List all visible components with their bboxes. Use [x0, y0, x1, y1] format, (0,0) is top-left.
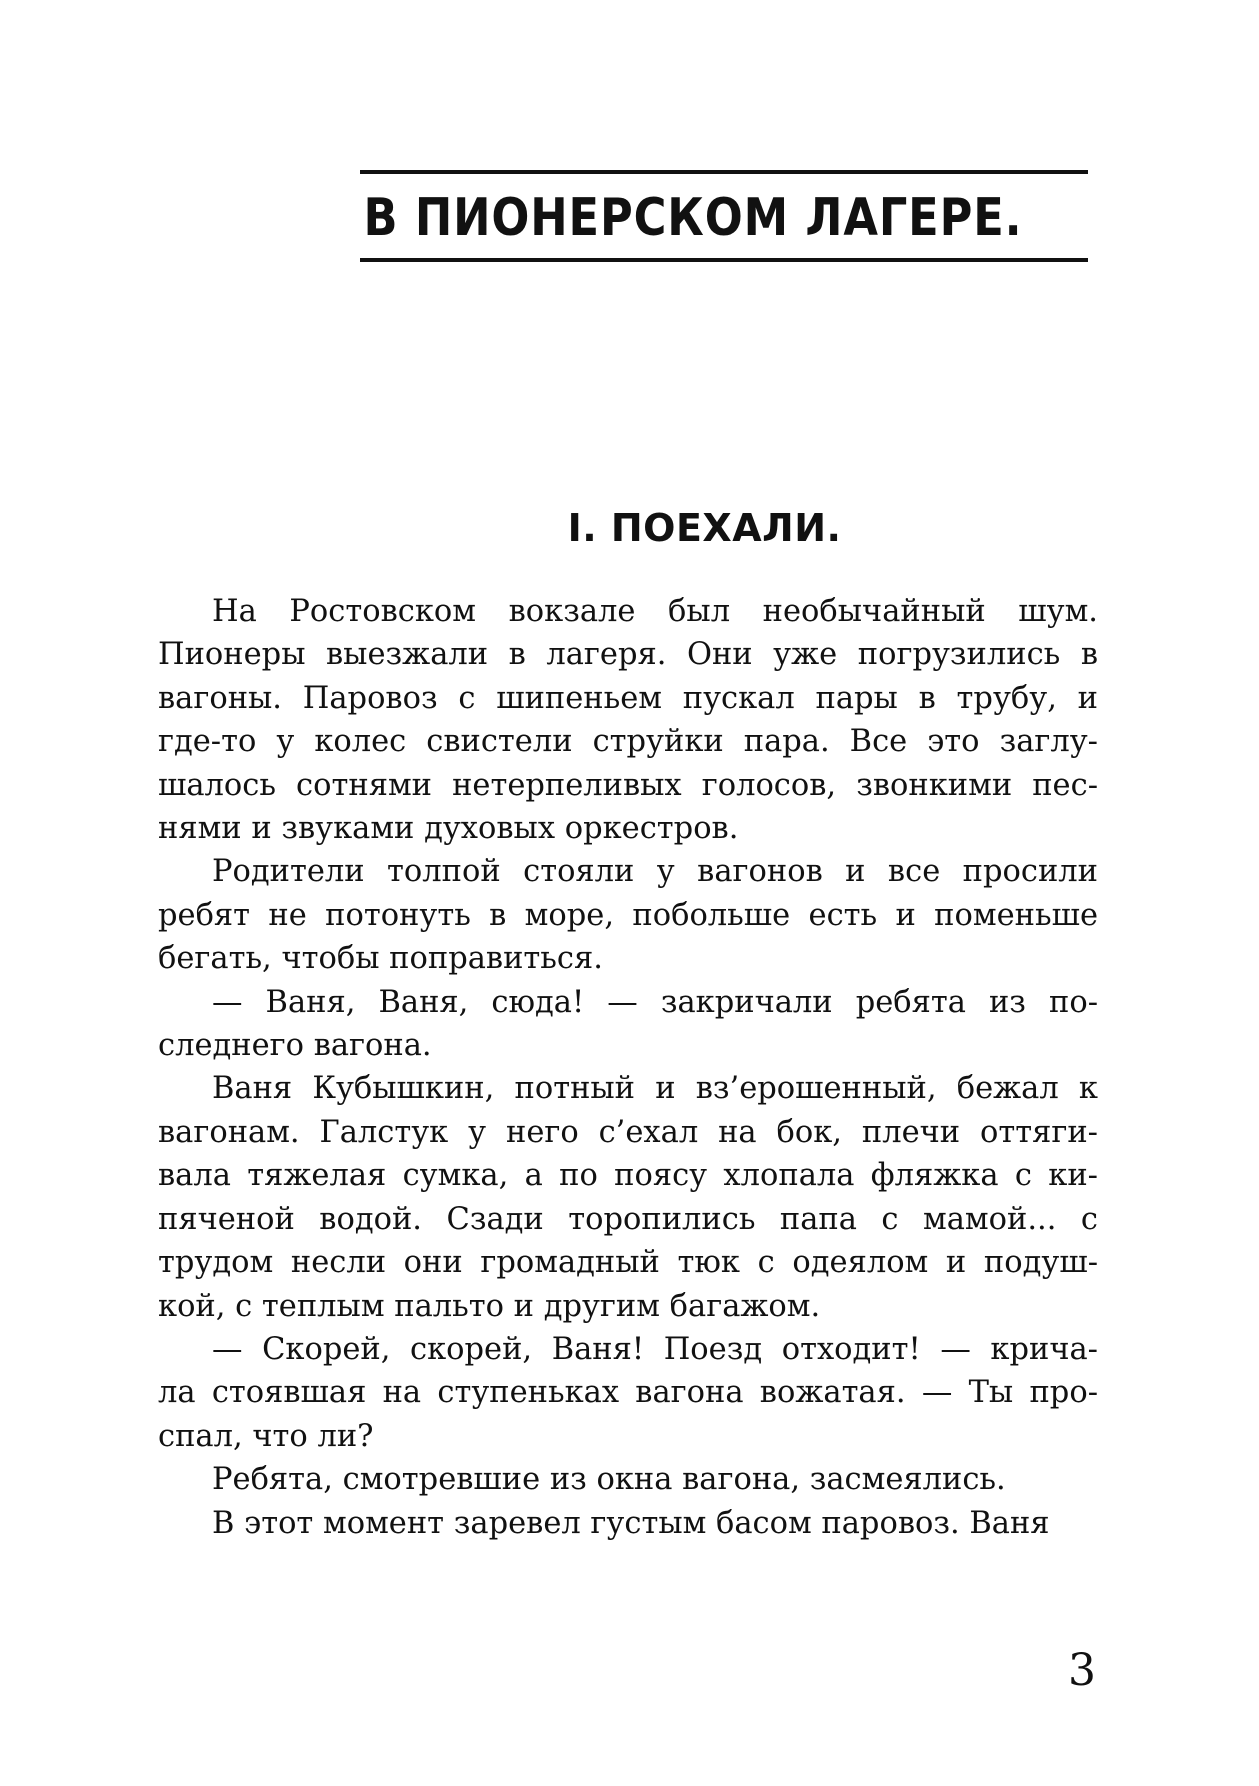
text-line: Родители толпой стояли у вагонов и все просили	[212, 854, 1098, 890]
paragraph	[158, 1458, 1098, 1501]
paragraph	[158, 1328, 1098, 1458]
chapter-heading: I. ПОЕХАЛИ.	[567, 506, 842, 550]
text-line: где-то у колес свистели струйки пара. Все это заглу-	[158, 724, 1098, 760]
paragraph	[158, 850, 1098, 980]
title-rule-bottom	[360, 258, 1088, 262]
title-block	[360, 170, 1088, 262]
text-line: — Ваня, Ваня, сюда! — закричали ребята из по-	[212, 984, 1098, 1020]
text-line: бегать, чтобы поправиться.	[158, 941, 603, 977]
paragraph	[158, 981, 1098, 1068]
paragraph	[158, 1502, 1098, 1545]
text-line: вагоны. Паровоз с шипеньем пускал пары в трубу, и	[158, 680, 1098, 716]
text-line: Пионеры выезжали в лагеря. Они уже погрузились в	[158, 637, 1098, 673]
text-line: спал, что ли?	[158, 1418, 374, 1454]
text-line: пяченой водой. Сзади торопились папа с мамой... с	[158, 1201, 1098, 1237]
text-line: — Скорей, скорей, Ваня! Поезд отходит! — крича-	[212, 1331, 1098, 1367]
page-number: 3	[1068, 1645, 1096, 1696]
text-line: Ребята, смотревшие из окна вагона, засмеялись.	[212, 1462, 1006, 1498]
text-line: ла стоявшая на ступеньках вагона вожатая. — Ты про-	[158, 1375, 1098, 1411]
paragraph	[158, 590, 1098, 850]
text-line: нями и звуками духовых оркестров.	[158, 811, 739, 847]
text-line: вагонам. Галстук у него с’ехал на бок, плечи оттяги-	[158, 1114, 1098, 1150]
text-line: шалось сотнями нетерпеливых голосов, звонкими пес-	[158, 767, 1098, 803]
text-line: ребят не потонуть в море, побольше есть и поменьше	[158, 897, 1098, 933]
text-line: трудом несли они громадный тюк с одеялом и подуш-	[158, 1245, 1098, 1281]
text-line: Ваня Кубышкин, потный и вз’ерошенный, бежал к	[212, 1071, 1098, 1107]
text-line: вала тяжелая сумка, а по поясу хлопала фляжка с ки-	[158, 1158, 1098, 1194]
text-line: следнего вагона.	[158, 1028, 432, 1064]
text-line: На Ростовском вокзале был необычайный шум.	[212, 594, 1098, 629]
page-title: В ПИОНЕРСКОМ ЛАГЕРЕ.	[363, 188, 1023, 248]
paragraph	[158, 1067, 1098, 1327]
text-line: В этот момент заревел густым басом паровоз. Ваня	[212, 1505, 1050, 1541]
body-text	[158, 590, 1098, 1545]
text-line: кой, с теплым пальто и другим багажом.	[158, 1288, 821, 1324]
